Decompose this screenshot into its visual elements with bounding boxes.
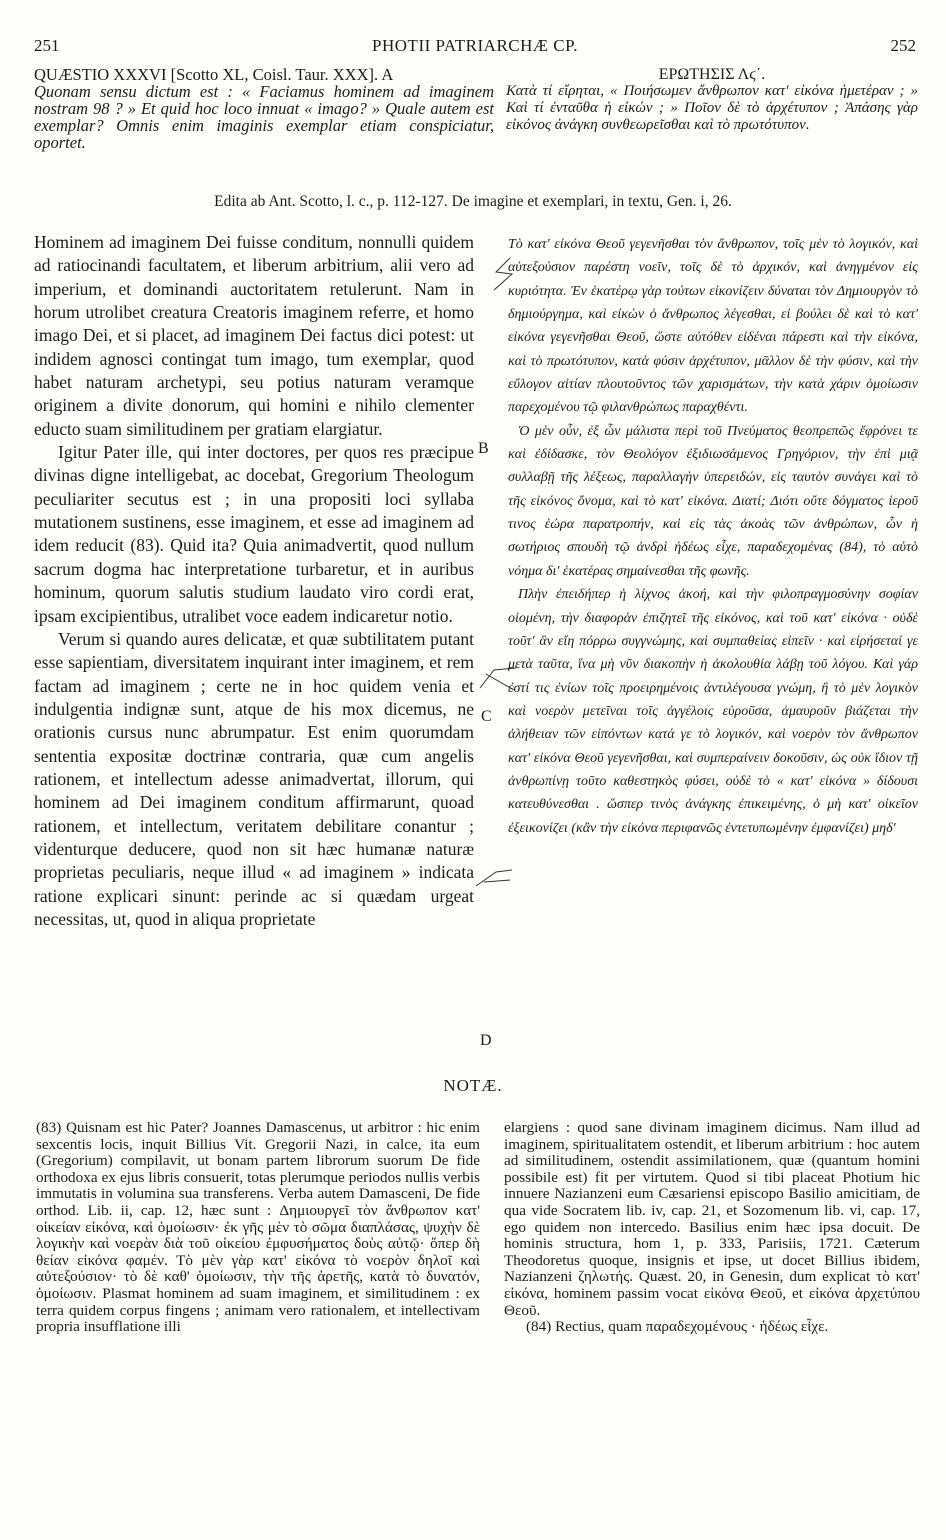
footnote-84: (84) Rectius, quam παραδεχομένους · ἡδέως εἶχε. — [526, 1318, 829, 1336]
pen-mark-3 — [474, 868, 514, 890]
latin-paragraph-2: Igitur Pater ille, qui inter doctores, per quos res præcipue divinas digne intelligebat, ac docebat, Gregorium Theologum peculiariter secutus est ; in una propositi loci syllaba mutationem sustinens, esse imaginem, et esse ad imaginem ad idem reducit (83). Quid ita? Quia animadvertit, quod nullum sacrum dogma hac interpretatione turbaretur, et in auribus hominum, quorum salutis studium laudato viro cordi erat, ipsam excipientibus, utralibet voce eadem indicaretur notio. — [34, 442, 474, 626]
running-title: PHOTII PATRIARCHÆ CP. — [372, 36, 578, 55]
footnote-83: (83) Quisnam est hic Pater? Joannes Damascenus, ut arbitror : hic enim sexcentis locis, inquit Billius Vit. Gregorii Nazi, in calce, ita eum (Gregorium) compilavit, ut bonam partem librorum suorum De fide orthodoxa ex ejus libris consuerit, totas plerumque periodos nullis verbis immutatis in volumina sua transferens. Verba autem Damasceni, De fide orthod. Lib. ii, cap. 12, hæc sunt : Δημιουργεῖ τὸν ἄνθρωπον κατ' οἰκείαν εἰκόνα, καὶ ὁμοίωσιν· ἐκ γῆς μὲν τὸ σῶμα διαπλάσας, ψυχὴν δὲ λογικὴν καὶ νοερὰν διὰ τοῦ οἰκείου ἐμφυσήματος δοὺς αὐτῷ· ὅπερ δὴ θείαν εἰκόνα φαμέν. Τὸ μὲν γὰρ κατ' εἰκόνα τὸ νοερὸν δηλοῖ καὶ αὐτεξούσιον· τὸ δὲ καθ' ὁμοίωσιν, τὴν τῆς ἀρετῆς, κατὰ τὸ δυνατόν, ὁμοίωσιν. Plasmat hominem ad suam imaginem, et similitudinem : ex terra quidem corpus fingens ; animam vero rationalem, et intellectivam propria insufflatione illi — [36, 1119, 480, 1336]
footnote-83-continued: elargiens : quod sane divinam imaginem dicimus. Nam illud ad imaginem, spiritualitatem ostendit, et liberum arbitrium : hoc autem ad similitudinem, ostendit assimilationem, quæ (quantum homini possibile est) fit per virtutem. Quod si tibi placeat Photium hic innuere Nazianzeni eum Cæsariensi episcopo Basilio amicitiam, de qua vide Socratem lib. iv, cap. 21, et Sozomenum lib. vi, cap. 17, ego quidem non intercedo. Basilius enim hæc ipsa docuit. De hominis structura, hom 1, p. 333, Parisiis, 1721. Cæterum Theodoretus quoque, insignis et ipse, ut docet Billius ibidem, Nazianzeni ζηλωτής. Quæst. 20, in Genesin, dum explicat τὸ κατ' εἰκόνα, hominem passim vocat εἰκόνα Θεοῦ, et εἰκόνα ἀρχετύπου Θεοῦ. — [504, 1119, 920, 1319]
greek-question-title: ΕΡΩΤΗΣΙΣ Λϛ΄. — [658, 66, 766, 83]
latin-paragraph-3: Verum si quando aures delicatæ, et quæ subtilitatem putant esse sapientiam, diversitatem inquirant inter imaginem, et rem factam ad imaginem ; certe ne in hoc quidem venia et indulgentia indignæ sunt, atque de his mox dicemus, ne orationis cursus nunc abrumpatur. Est enim quorumdam sententia expositæ doctrinæ contraria, quæ cum angelis rationem, et intellectum adesse animadvertat, illorum, qui hominem ad Dei imaginem conditum affirmarunt, quoad rationem, et intellectum, veritatem debilitare conantur ; videnturque deducere, quod non sit hæc humanæ naturæ proprietas peculiaris, neque illud « ad imaginem » indicata ratione explicari sinunt: perinde ac si quædam urgeat necessitas, ut, quod in aliqua proprietate — [34, 628, 474, 929]
latin-question-text: Quonam sensu dictum est : « Faciamus hominem ad imaginem nostram 98 ? » Et quid hoc loco innuat « imago? » Quale autem est exemplar? Omnis enim imaginis exemplar etiam conspiciatur, oportet. — [34, 82, 494, 152]
notes-heading: NOTÆ. — [443, 1076, 503, 1095]
greek-question — [506, 66, 918, 134]
footnotes-right — [504, 1120, 920, 1336]
greek-paragraph-3: Πλὴν ἐπειδήπερ ἡ λίχνος ἀκοή, καὶ τὴν φιλοπραγμοσύνην σοφίαν οἰομένη, τὴν διαφορὰν ἐπιζητεῖ τῆς εἰκόνος, καὶ τοῦ κατ' εἰκόνα · οὐδὲ τοῦτ' ἂν εἴη πόρρω συγγνώμης, καὶ συμπαθείας εἰπεῖν · καὶ εἰρήσεταί γε μετὰ ταῦτα, ἵνα μὴ νῦν διακοπὴν ἡ ἀκολουθία λάβῃ τοῦ λόγου. Καὶ γάρ ἐστί τις ἐνίων τοῖς προειρημένοις ἀντιλέγουσα γνώμη, ἣ τὸ μὲν λογικὸν καὶ νοερὸν μετεῖναι τοῖς ἀγγέλοις εὑροῦσα, ἀμαυροῦν βιάζεται τὴν ἀλήθειαν τῶν εἰπόντων κατά γε τὸ λογικόν, καὶ νοερὸν τὸν ἄνθρωπον κατ' εἰκόνα Θεοῦ γεγενῆσθαι, καὶ συμπεραίνειν δοκοῦσιν, ὡς οὐκ ἴδιον τῇ ἀνθρωπίνῃ τοῦτο καθεστηκὸς φύσει, οὐδὲ τὸ « κατ' εἰκόνα » δίδουσι κατευθύνεσθαι . ὥσπερ τινὸς ἀνάγκης ἐπικειμένης, ὁ μὴ κατ' οἰκεῖον ἐξεικονίζει (κἂν τὴν εἰκόνα περιφανῶς ἐντετυπωμένην ἐμφανίζει) μηδ' — [508, 587, 918, 836]
latin-column — [34, 231, 474, 931]
greek-question-text: Κατὰ τί εἴρηται, « Ποιήσωμεν ἄνθρωπον κατ' εἰκόνα ἡμετέραν ; » Καὶ τί ἐνταῦθα ἡ εἰκών ; » Ποῖον δὲ τὸ ἀρχέτυπον ; Ἁπάσης γὰρ εἰκόνος ἀνάγκη συνθεωρεῖσθαι καὶ τὸ πρωτότυπον. — [506, 83, 918, 133]
running-header — [34, 36, 916, 60]
greek-paragraph-2: Ὁ μὲν οὖν, ἐξ ὧν μάλιστα περὶ τοῦ Πνεύματος θεοπρεπῶς ἔφρόνει τε καὶ ἐδίδασκε, τὸν Θεολόγον ἐξιδιωσάμενος Γρηγόριον, τὴν ἐπὶ μιᾷ συλλαβῇ τῆς λέξεως, παραλλαγὴν ὑπερειδών, εἰς ταυτὸν συνάγει καὶ τὸ τῆς εἰκόνος ὄνομα, καὶ τὸ κατ' εἰκόνα. Διατί; Διότι οὔτε δόγματος ἱεροῦ τινος ἑώρα παρατροπήν, καὶ εἰς τὰς ἀκοὰς τῶν ἀνθρώπων, ὧν ἡ σωτήριος σπουδὴ τῷ ἀνδρὶ ἠδέως εἶχε, παραδεχομένας (84), τὸ αὐτὸ νόημα δι' ἑκατέρας σημαίνεσθαι τῆς φωνῆς. — [508, 423, 918, 579]
margin-letter-b: B — [478, 440, 489, 457]
footnotes-left — [36, 1120, 480, 1336]
right-page-number: 252 — [890, 36, 916, 55]
latin-paragraph-1: Hominem ad imaginem Dei fuisse conditum, nonnulli quidem ad ratiocinandi facultatem, et liberum arbitrium, alii vero ad imperium, et dominandi auctoritatem retulerunt. Nam in horum utrolibet creatura Creatoris imaginem referre, et homo imago Dei, et si placet, ad imaginem Dei factus dici potest: ut indidem agnosci contingat tum imago, tum exemplar, quod habet naturam archetypi, seu potius naturam veramque originem a divite donorum, qui homini e nihilo clementer educto suam similitudinem per gratiam elargiatur. — [34, 232, 474, 439]
greek-paragraph-1: Τὸ κατ' εἰκόνα Θεοῦ γεγενῆσθαι τὸν ἄνθρωπον, τοῖς μὲν τὸ λογικόν, καὶ αὐτεξούσιον παρέστη νοεῖν, τοῖς δὲ τὸ ἀρχικόν, καὶ ἀνηγμένον εἰς κυριότητα. Ἐν ἑκατέρῳ γὰρ τούτων εἰκονίζειν δύναται τὸν Δημιουργὸν τὸ δημιούργημα, καὶ εἰκὼν ὁ ἄνθρωπος λέγεσθαι, εἰ βούλει δὲ καὶ τὸ κατ' εἰκόνα γεγενῆσθαι Θεοῦ, ὥστε αὐτόθεν εἰδέναι πάρεστι καὶ τὴν εἰκόνα, καὶ τὸ πρωτότυπον, κατὰ φύσιν ἀρχέτυπον, μᾶλλον δὲ τὴν φύσιν, καὶ τὴν εὔλογον αἰτίαν πλουτοῦντος τῶν χαρισμάτων, τὴν κατὰ χάριν ὁμοίωσιν παρεχομένου τῷ φιλανθρώπως παραχθέντι. — [508, 237, 918, 416]
edition-note: Edita ab Ant. Scotto, l. c., p. 112-127. De imagine et exemplari, in textu, Gen. i, 26. — [214, 193, 732, 210]
left-page-number: 251 — [34, 36, 60, 55]
latin-question — [34, 66, 494, 151]
margin-letter-d: D — [480, 1032, 492, 1049]
greek-column — [508, 233, 918, 840]
margin-letter-c: C — [481, 708, 492, 725]
latin-question-title: QUÆSTIO XXXVI [Scotto XL, Coisl. Taur. XXX]. A — [34, 65, 394, 84]
